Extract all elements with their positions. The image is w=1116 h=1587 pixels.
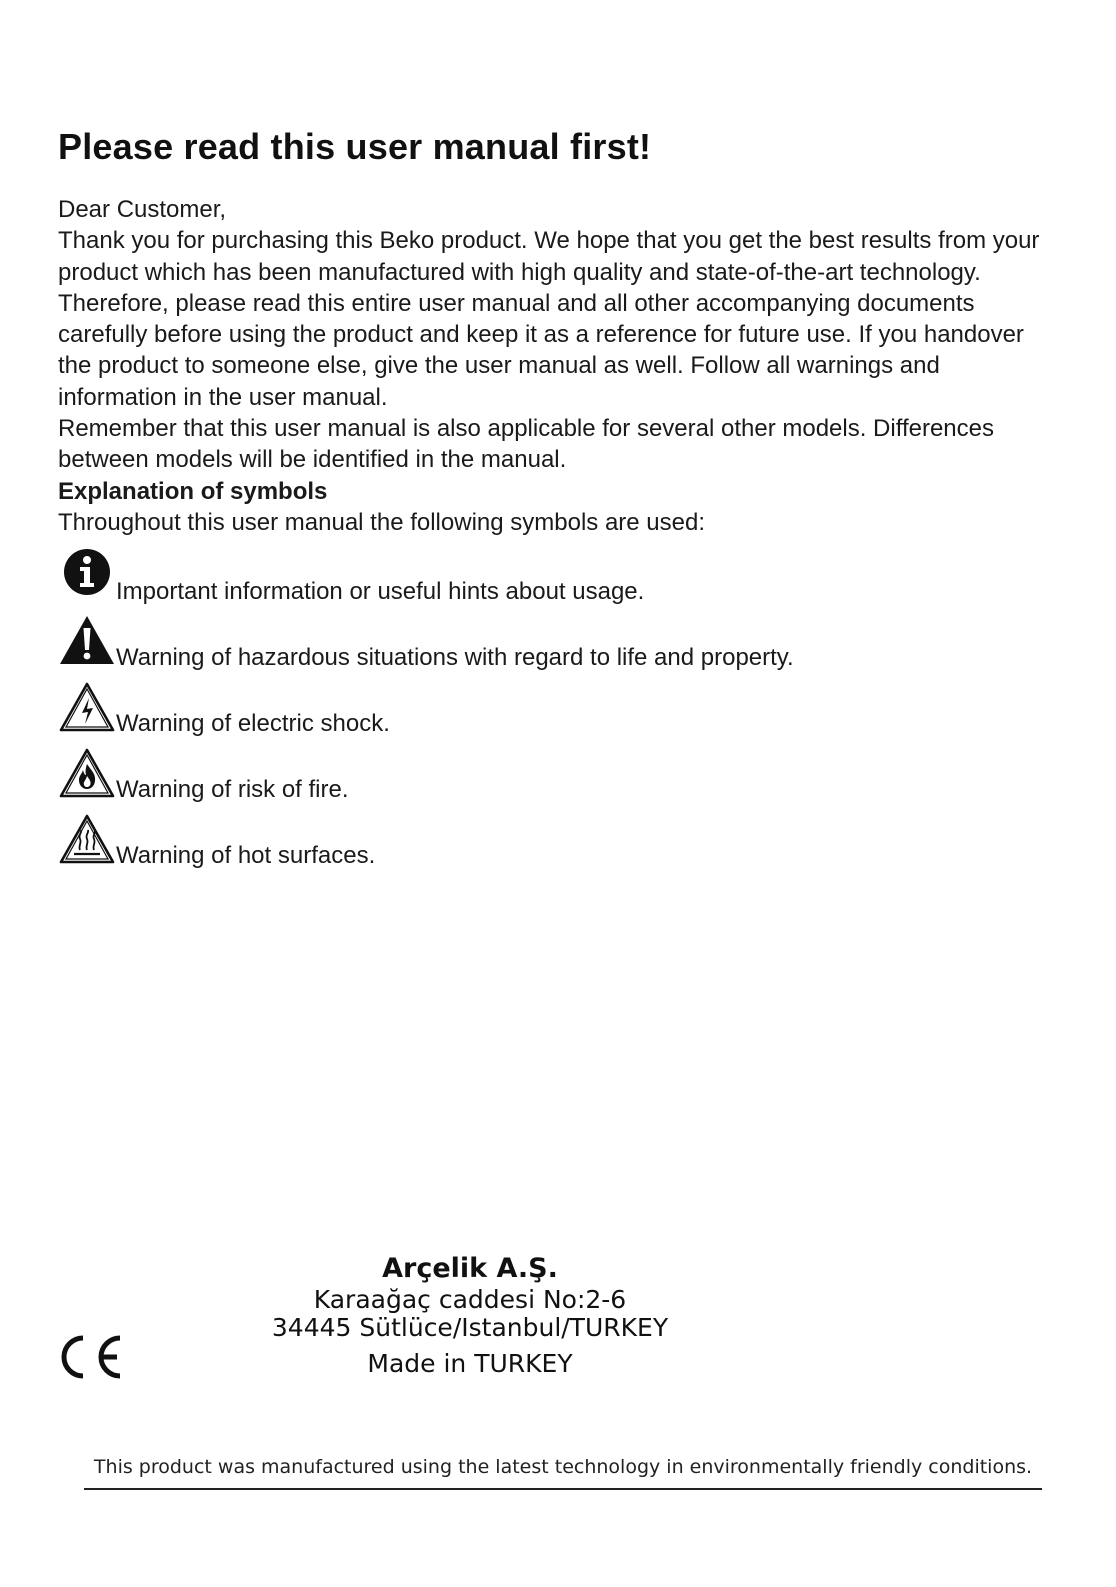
symbol-item-info — [58, 546, 1058, 606]
electric-shock-icon — [58, 680, 116, 738]
symbol-text: Warning of risk of fire. — [116, 776, 349, 803]
symbols-intro: Throughout this user manual the following symbols are used: — [58, 508, 706, 536]
intro-paragraph: Thank you for purchasing this Beko product. We hope that you get the best results from your product which has been manufactured with high quality and state-of-the-art technology. Therefore, please read this entire user manual and all other accompanying documents carefully before using the product and keep it as a reference for future use. If you handover the product to someone else, give the user manual as well. Follow all warnings and information in the user manual. — [58, 227, 1040, 411]
symbols-heading: Explanation of symbols — [58, 477, 328, 505]
symbol-item-hazard — [58, 612, 1058, 672]
info-icon — [58, 548, 116, 606]
models-note: Remember that this user manual is also applicable for several other models. Differences between models will be identified in the manual. — [58, 415, 994, 474]
greeting: Dear Customer, — [58, 196, 227, 223]
symbol-text: Warning of hazardous situations with regard to life and property. — [116, 644, 794, 671]
symbol-item-electric — [58, 678, 1058, 738]
symbol-text: Warning of hot surfaces. — [116, 842, 376, 869]
footer-divider — [84, 1488, 1042, 1490]
intro-section — [58, 194, 1058, 538]
symbol-text: Important information or useful hints about usage. — [116, 578, 645, 605]
address-street: Karaağaç caddesi No:2-6 — [313, 1285, 627, 1314]
symbol-item-hot-surface — [58, 810, 1058, 870]
page-title: Please read this user manual first! — [58, 126, 652, 167]
hot-surface-icon — [58, 812, 116, 870]
symbol-text: Warning of electric shock. — [116, 710, 390, 737]
hazard-warning-icon — [58, 614, 116, 672]
manufacturer-address — [260, 1252, 680, 1378]
footer-note: This product was manufactured using the latest technology in environmentally friendly conditions. — [93, 1456, 1033, 1478]
made-in-label: Made in TURKEY — [367, 1349, 573, 1378]
company-name: Arçelik A.Ş. — [382, 1253, 558, 1284]
address-city: 34445 Sütlüce/Istanbul/TURKEY — [271, 1313, 669, 1342]
fire-risk-icon — [58, 746, 116, 804]
symbol-item-fire — [58, 744, 1058, 804]
ce-mark-logo — [56, 1332, 124, 1382]
